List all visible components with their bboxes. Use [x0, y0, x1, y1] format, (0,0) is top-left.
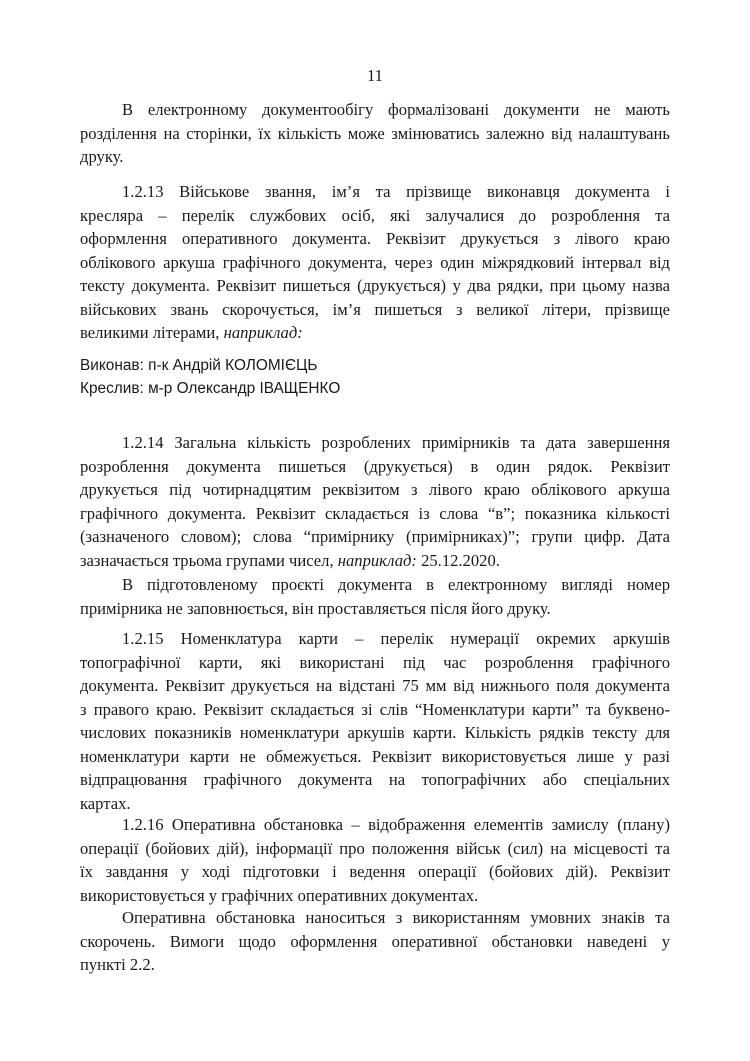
text-line: тексту документа. Реквізит пишеться (друкується) у два рядки, при цьому назва [80, 276, 670, 295]
text-line: топографічної карти, які використані під час розроблення графічного [80, 652, 670, 672]
text-line: номенклатури карти не обмежується. Реквізит використовується лише у разі [80, 746, 670, 766]
paragraph-prepared-project [80, 573, 670, 620]
text-fragment: зазначається трьома групами чисел, [80, 550, 338, 570]
text-line: 1.2.13 Військове звання, ім’я та прізвище виконавця документа і [122, 182, 670, 201]
text-line: скорочень. Вимоги щодо оформлення оперативної обстановки наведені у [80, 931, 670, 951]
text-line: облікового аркуша графічного документа, через один міжрядковий інтервал від [80, 252, 670, 272]
text-line: розроблення документа пишеться (друкується) в один рядок. Реквізит [80, 456, 670, 476]
text-line: документа. Реквізит друкується на відстані 75 мм від нижнього поля документа [80, 676, 670, 695]
text-line-last [80, 321, 670, 345]
text-line: 1.2.16 Оперативна обстановка – відображення елементів замислу (плану) [122, 815, 670, 834]
text-line-last [80, 549, 670, 573]
example-label: наприклад: [223, 323, 303, 342]
example-label: наприклад: [337, 550, 417, 570]
page-number: 11 [367, 66, 383, 85]
text-line: (зазначеного словом); слова “примірнику (примірниках)”; групи цифр. Дата [80, 527, 670, 546]
text-line: примірника не заповнюється, він проставляється після його друку. [80, 598, 551, 618]
text-line: В підготовленому проєкті документа в електронному вигляді номер [122, 575, 670, 594]
text-line: друкується під чотирнадцятим реквізитом з лівого краю облікового аркуша [80, 480, 670, 499]
text-line: військових звань скорочується, ім’я пишеться з великої літери, прізвище [80, 299, 670, 319]
text-line: Оперативна обстановка наноситься з використанням умовних знаків та [122, 908, 670, 927]
text-line: 1.2.15 Номенклатура карти – перелік нумерації окремих аркушів [122, 629, 670, 648]
drafter-signature: Креслив: м-р Олександр ІВАЩЕНКО [80, 380, 341, 397]
paragraph-1-2-15 [80, 627, 670, 815]
text-line: відпрацювання графічного документа на топографічних або спеціальних [80, 770, 670, 789]
paragraph-1-2-13 [80, 180, 670, 345]
text-line: їх завдання у ході підготовки і ведення операції (бойових дій). Реквізит [80, 862, 670, 881]
executor-signature: Виконав: п-к Андрій КОЛОМІЄЦЬ [80, 357, 318, 374]
text-line: операції (бойових дій), інформації про положення військ (сил) на місцевості та [80, 838, 670, 858]
text-line: 1.2.14 Загальна кількість розроблених примірників та дата завершення [122, 433, 670, 452]
text-line: оформлення оперативного документа. Реквізит друкується з лівого краю [80, 229, 670, 248]
text-line: картах. [80, 793, 131, 813]
text-line: друку. [80, 147, 124, 166]
paragraph-electronic-flow [80, 98, 670, 169]
text-line: В електронному документообігу формалізовані документи не мають [122, 100, 670, 119]
paragraph-1-2-16 [80, 813, 670, 907]
text-line: числових показників номенклатури аркушів карти. Кількість рядків тексту для [80, 723, 670, 742]
text-fragment: великими літерами, [80, 323, 224, 342]
text-line: з правого краю. Реквізит складається зі слів “Номенклатури карти” та буквено- [80, 699, 670, 719]
date-example: 25.12.2020. [416, 550, 500, 570]
text-line: кресляра – перелік службових осіб, які залучалися до розроблення та [80, 205, 670, 225]
paragraph-1-2-14 [80, 431, 670, 572]
text-line: пункті 2.2. [80, 955, 155, 974]
paragraph-operational-situation [80, 906, 670, 977]
text-line: графічного документа. Реквізит складається із слова “в”; показника кількості [80, 503, 670, 523]
text-line: розділення на сторінки, їх кількість може змінюватись залежно від налаштувань [80, 123, 670, 143]
text-line: використовується у графічних оперативних документах. [80, 885, 479, 905]
